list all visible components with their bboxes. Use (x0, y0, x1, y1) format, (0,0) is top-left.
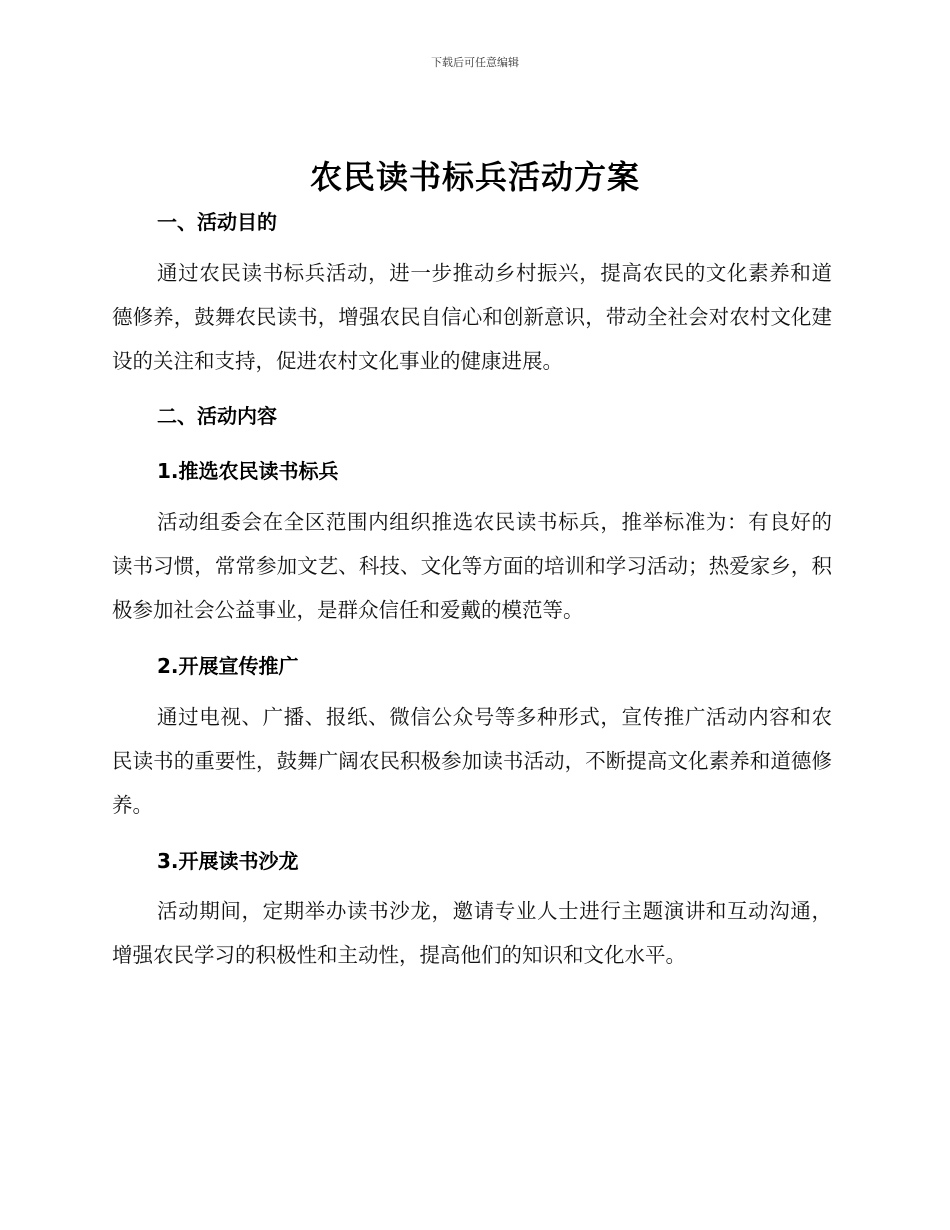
header-note: 下载后可任意编辑 (431, 56, 519, 69)
subsection-paragraph-2: 通过电视、广播、报纸、微信公众号等多种形式，宣传推广活动内容和农民读书的重要性，鼓舞广阔农民积极参加读书活动，不断提高文化素养和道德修养。 (112, 705, 832, 817)
subsection-heading-1: 1.推选农民读书标兵 (157, 459, 339, 483)
section-paragraph-purpose: 通过农民读书标兵活动，进一步推动乡村振兴，提高农民的文化素养和道德修养，鼓舞农民读书，增强农民自信心和创新意识，带动全社会对农村文化建设的关注和支持，促进农村文化事业的健康进展。 (112, 261, 832, 373)
subsection-heading-2: 2.开展宣传推广 (157, 654, 299, 678)
section-heading-purpose: 一、活动目的 (157, 210, 277, 234)
subsection-heading-3: 3.开展读书沙龙 (157, 849, 299, 873)
subsection-paragraph-3: 活动期间，定期举办读书沙龙，邀请专业人士进行主题演讲和互动沟通，增强农民学习的积极性和主动性，提高他们的知识和文化水平。 (112, 899, 832, 967)
subsection-paragraph-1: 活动组委会在全区范围内组织推选农民读书标兵，推举标准为：有良好的读书习惯，常常参加文艺、科技、文化等方面的培训和学习活动；热爱家乡，积极参加社会公益事业，是群众信任和爱戴的模范等。 (112, 510, 832, 622)
section-heading-content: 二、活动内容 (157, 404, 277, 428)
document-title: 农民读书标兵活动方案 (309, 158, 640, 196)
